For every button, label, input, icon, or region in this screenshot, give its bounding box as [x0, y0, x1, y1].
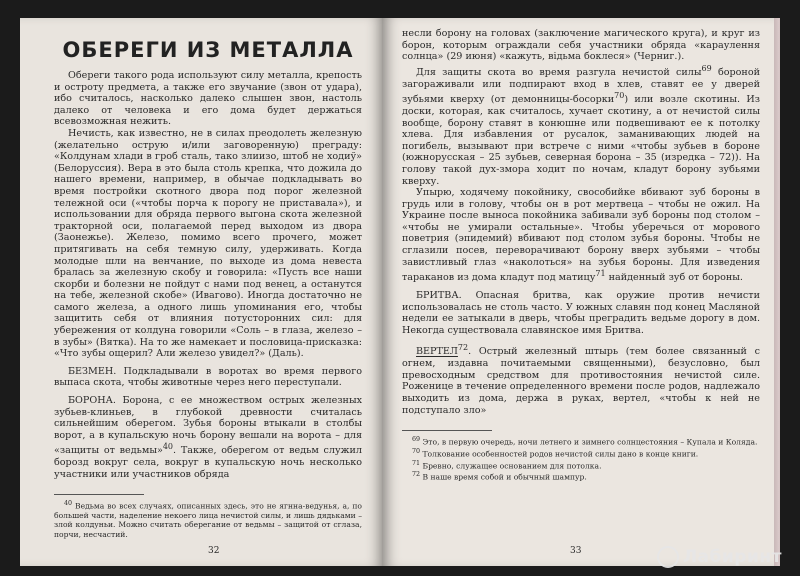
page-number: 33 [570, 546, 582, 556]
labyrinth-icon [657, 546, 679, 568]
page-edge [774, 18, 780, 566]
continued-paragraph: несли борону на головах (заключение магического круга), и круг из борон, которым ограждали себя участники обряда «караулення солнца» (29 июня) «кажуть, відьма боклеся» (Черниг.). [402, 28, 760, 63]
book-spread [20, 18, 780, 566]
footnote: $^{70}$ Толкование особенностей родов нечистой силы дано в конце книги. [412, 447, 699, 459]
bezmen-paragraph: БЕЗМЕН. Подкладывали в воротах во время первого выпаса скота, чтобы животные через него переступали. [54, 365, 362, 389]
borona-paragraph: БОРОНА. Борона, с ее множеством острых железных зубьев-клиньев, в глубокой древности считалась сильнейшим оберегом. Зубья бороны втыкали в столбы ворот, а в купальскую ночь борону вешали на ворота – для «защиты от ведьмы»$^{40}$. Также, оберегом от ведьм служил борозд вокруг села, вокруг в купальскую ночь несколько участники или участников обряда [54, 395, 362, 480]
watermark-logo: Лабиринт [657, 546, 782, 568]
body-paragraph: Для защиты скота во время разгула нечистой силы$^{69}$ бороной загораживали или подпирают вход в хлев, ставят ее у дверей зубьями кверху (от демонницы-босорки$^{70}$) или возле скотины. Из доски, которая, как считалось, хучает скотину, а от нечистой силы вообще, борону ставят в конюшне или подвешивают ее к потолку хлева. Для избавления от русалок, заманивающих людей на погибель, вызывают при встрече с ними «чтобы зубьев в бороне (южнорусская – 25 зубьев, северная борона – 35 (изредка – 72)). На голову такой дух-змора ходит по ночам, кладут борону зубьями кверху. [402, 63, 760, 187]
page-title: ОБЕРЕГИ ИЗ МЕТАЛЛА [62, 38, 354, 62]
intro-paragraph: Обереги такого рода используют силу металла, крепость и остроту предмета, а также его звучание (звон от удара), ибо считалось, насколько далеко слышен звон, настоль далеко от человека и его дома будет держаться всевозможная нежить. [54, 70, 362, 128]
footnote: $^{71}$ Бревно, служащее основанием для потолка. [412, 459, 602, 471]
footnote: $^{40}$ Ведьма во всех случаях, описанных здесь, это не ягнна-ведунья, а, по большей части, наделение некоего лица нечистой силы, и лишь дядьками – злой колдуньи. Можно считать оберегание от ведьмы – защитой от сглаза, порчи, несчастий. [54, 500, 362, 539]
body-paragraph: Упырю, ходячему покойнику, свособийке вбивают зуб бороны в грудь или в голову, чтобы он в рот мертвеца – чтобы не ожил. На Украине после выноса покойника забивали зуб бороны под столом – «чтобы не умирали остальные». Чтобы уберечься от морового поветрия (эпидемий) вбивают под столом зубья бороны. Чтобы не сглазили посев, переворачивают борону вверх зубьями – чтобы завистливый глаз «наколоться» на зубья бороны. Для изведения тараканов из дома кладут под матицу$^{71}$ найденный зуб от бороны. [402, 187, 760, 284]
footnote-ref: 40 [162, 442, 174, 452]
britva-paragraph: БРИТВА. Опасная бритва, как оружие против нечисти использовалась не столь часто. У южных славян под конец Масляной недели ее затыкали в дверь, чтобы преградить ведьме дорогу в дом. Некогда существовала славянское имя Бритва. [402, 290, 760, 336]
footnote-divider [402, 430, 492, 431]
left-page [20, 18, 382, 566]
right-page [382, 18, 780, 566]
footnote-divider [54, 494, 144, 495]
body-paragraph: Нечисть, как известно, не в силах преодолеть железную (желательно острую и/или заговоренную) преграду: «Колдунам хлади в гроб сталь, тако злиизо, штоб не ходиў» (Белоруссия). Вера в это была столь крепка, что дожила до нашего времени, например, в обычае подкладывать во время постройки скотного двора под порог железной тележной оси («чтобы порча к порогу не приставала»), и использовании для обряда первого выгона скота железной тракторной оси, полагаемой перед выходом из двора (Заонежье). Железо, помимо всего прочего, может притягивать на себя темную силу, удерживать. Когда молодые шли на венчание, по выходе из дома невеста бралась за железную скобу и говорила: «Пусть все наши скорби и болезни не пойдут с нами под венец, а останутся на тебе, железной скобе» (Ивагово). Иногда достаточно не самого железа, а одного лишь упоминания его, чтобы защитить себя от влияния потусторонних сил: для убережения от колдуна говорили «Соль – в глаза, железо – в зубы» (Вятка). На то же намекает и пословица-присказка: «Что зубы ощерил? Али железо увидел?» (Даль). [54, 127, 362, 360]
page-number: 32 [208, 546, 220, 556]
footnote: $^{72}$ В наше время собой и обычный шампур. [412, 471, 587, 482]
footnote: $^{69}$ Это, в первую очередь, ночи летнего и зимнего солнцестояния – Купала и Коляда. [412, 436, 758, 447]
vertel-paragraph: ВЕРТЕЛ$^{72}$. Острый железный штырь (тем более связанный с огнем, издавна почитаемыми священными), безусловно, был превосходным средством для противостояния нечистой силе. Роженице в течение определенного времени после родов, надлежало выходить из дома, держа в руках, вертел, «чтобы к ней не подступало зло» [402, 343, 760, 416]
